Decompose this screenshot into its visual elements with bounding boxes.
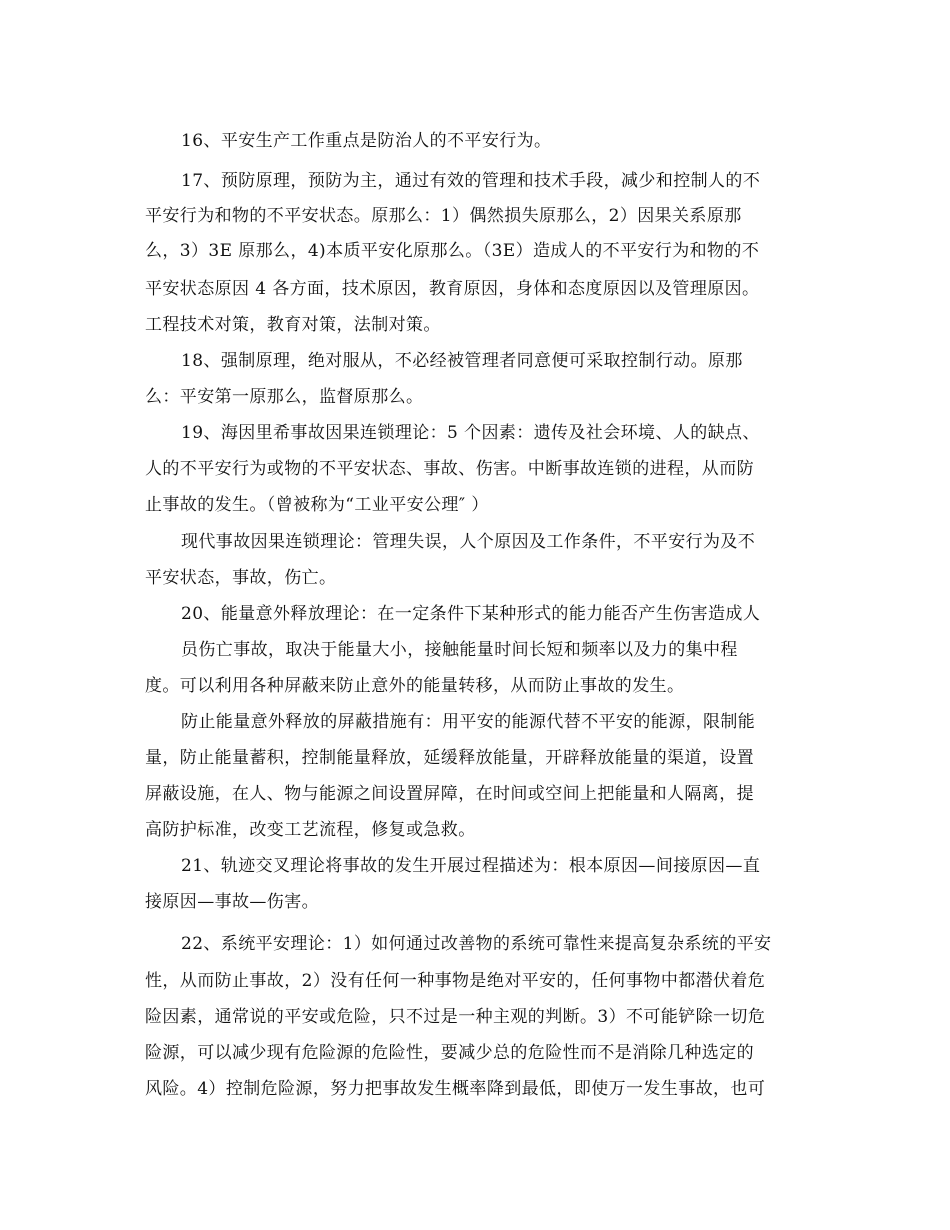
text-line: 21、轨迹交叉理论将事故的发生开展过程描述为：根本原因—间接原因—直	[181, 856, 761, 876]
text-line: 险因素，通常说的平安或危险，只不过是一种主观的判断。3）不可能铲除一切危	[145, 1007, 766, 1027]
text-line: 19、海因里希事故因果连锁理论：5 个因素：遗传及社会环境、人的缺点、	[181, 423, 760, 443]
text-line: 止事故的发生。（曾被称为“工业平安公理″ ）	[145, 495, 489, 515]
text-line: 接原因—事故—伤害。	[145, 892, 319, 912]
text-line: 17、预防原理，预防为主，通过有效的管理和技术手段，减少和控制人的不	[181, 171, 761, 191]
text-line: 18、强制原理，绝对服从，不必经被管理者同意便可采取控制行动。原那	[181, 351, 743, 371]
text-line: 高防护标准，改变工艺流程，修复或急救。	[145, 820, 476, 840]
text-line: 防止能量意外释放的屏蔽措施有：用平安的能源代替不平安的能源，限制能	[181, 712, 756, 732]
text-line: 平安状态，事故，伤亡。	[145, 568, 337, 588]
text-line: 量，防止能量蓄积，控制能量释放，延缓释放能量，开辟释放能量的渠道，设置	[145, 748, 754, 768]
text-line: 员伤亡事故，取决于能量大小，接触能量时间长短和频率以及力的集中程	[181, 640, 738, 660]
text-line: 么：平安第一原那么，监督原那么。	[145, 387, 424, 407]
text-line: 22、系统平安理论：1）如何通过改善物的系统可靠性来提高复杂系统的平安	[181, 934, 772, 954]
text-line: 人的不平安行为或物的不平安状态、事故、伤害。中断事故连锁的进程，从而防	[145, 459, 754, 479]
text-line: 20、能量意外释放理论：在一定条件下某种形式的能力能否产生伤害造成人	[181, 604, 761, 624]
text-line: 屏蔽设施，在人、物与能源之间设置屏障，在时间或空间上把能量和人隔离，提	[145, 784, 754, 804]
text-line: 平安状态原因 4 各方面，技术原因，教育原因，身体和态度原因以及管理原因。	[145, 279, 760, 299]
text-line: 风险。4）控制危险源，努力把事故发生概率降到最低，即使万一发生事故，也可	[145, 1079, 766, 1099]
text-line: 么，3）3E 原那么，4)本质平安化原那么。（3E）造成人的不平安行为和物的不	[145, 241, 760, 261]
text-line: 险源，可以减少现有危险源的危险性，要减少总的危险性而不是消除几种选定的	[145, 1043, 754, 1063]
text-line: 性，从而防止事故，2）没有任何一种事物是绝对平安的，任何事物中都潜伏着危	[145, 971, 766, 991]
text-line: 度。可以利用各种屏蔽来防止意外的能量转移，从而防止事故的发生。	[145, 676, 685, 696]
text-line: 工程技术对策，教育对策，法制对策。	[145, 315, 441, 335]
text-line: 平安行为和物的不平安状态。原那么：1）偶然损失原那么，2）因果关系原那	[145, 206, 742, 226]
text-line: 现代事故因果连锁理论：管理失误，人个原因及工作条件，不平安行为及不	[181, 532, 756, 552]
text-line: 16、平安生产工作重点是防治人的不平安行为。	[181, 131, 552, 151]
